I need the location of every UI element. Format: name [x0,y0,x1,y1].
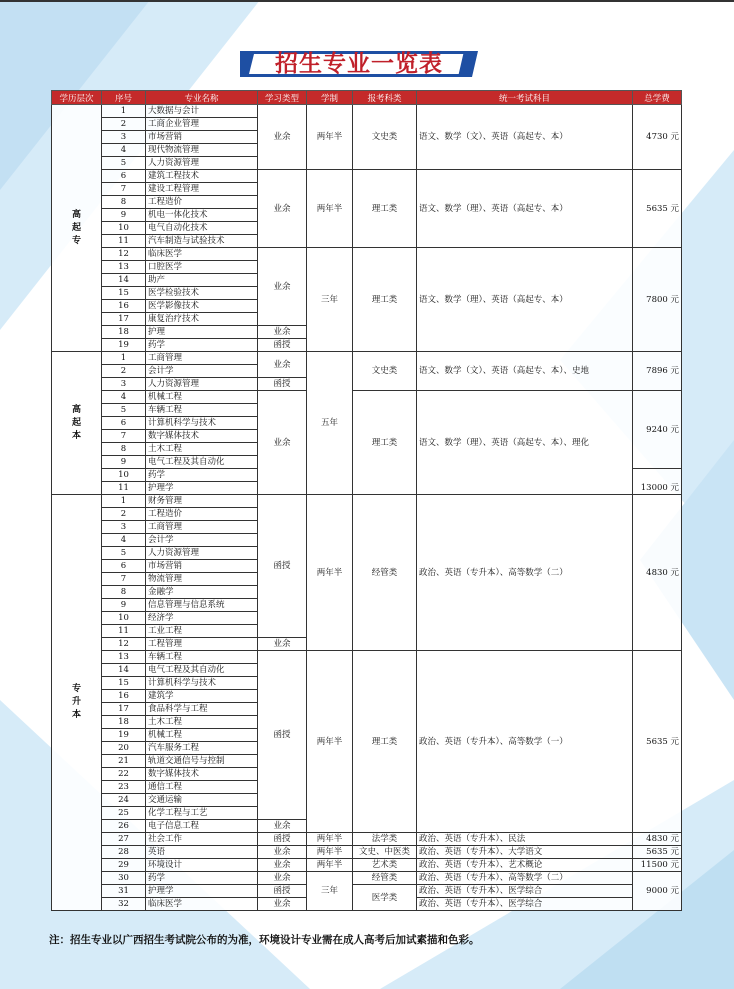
exam-subjects: 语文、数学（文）、英语（高起专、本）、史地 [417,352,633,391]
major-name: 医学检验技术 [146,287,258,300]
study-type: 函授 [258,378,307,391]
study-type: 业余 [258,105,307,170]
row-number: 6 [102,560,146,573]
study-type: 业余 [258,170,307,248]
exam-subjects: 语文、数学（理）、英语（高起专、本）、理化 [417,391,633,495]
exam-category: 经管类 [353,872,417,885]
row-number: 31 [102,885,146,898]
row-number: 16 [102,300,146,313]
major-name: 汽车制造与试验技术 [146,235,258,248]
row-number: 16 [102,690,146,703]
table-header-row [52,91,682,105]
row-number: 9 [102,209,146,222]
duration: 两年半 [307,846,353,859]
major-name: 金融学 [146,586,258,599]
row-number: 29 [102,859,146,872]
exam-category: 理工类 [353,651,417,833]
exam-category: 文史类 [353,352,417,391]
level-cell [52,495,102,911]
major-name: 数字媒体技术 [146,430,258,443]
table-row [52,170,682,183]
major-name: 护理学 [146,885,258,898]
major-name: 药学 [146,339,258,352]
exam-category: 艺术类 [353,859,417,872]
major-name: 人力资源管理 [146,378,258,391]
major-name: 物流管理 [146,573,258,586]
level-label: 高起本 [71,404,81,441]
major-name: 临床医学 [146,898,258,911]
row-number: 27 [102,833,146,846]
row-number: 3 [102,378,146,391]
tuition-fee: 11500 元 [633,859,682,872]
major-name: 电子信息工程 [146,820,258,833]
row-number: 3 [102,131,146,144]
row-number: 7 [102,573,146,586]
major-name: 工程造价 [146,508,258,521]
row-number: 1 [102,352,146,365]
duration: 三年 [307,248,353,352]
row-number: 14 [102,664,146,677]
row-number: 18 [102,716,146,729]
major-name: 市场营销 [146,560,258,573]
duration: 两年半 [307,651,353,833]
major-name: 信息管理与信息系统 [146,599,258,612]
row-number: 11 [102,482,146,495]
major-name: 工商管理 [146,352,258,365]
row-number: 6 [102,170,146,183]
header-study-type: 学习类型 [258,91,307,105]
major-name: 人力资源管理 [146,157,258,170]
study-type: 业余 [258,638,307,651]
table-row [52,872,682,885]
row-number: 24 [102,794,146,807]
major-name: 工程管理 [146,638,258,651]
row-number: 8 [102,196,146,209]
duration: 两年半 [307,859,353,872]
major-name: 电气工程及其自动化 [146,456,258,469]
major-name: 机械工程 [146,391,258,404]
study-type: 业余 [258,352,307,378]
row-number: 26 [102,820,146,833]
tuition-fee: 5635 元 [633,846,682,859]
row-number: 13 [102,261,146,274]
major-name: 电气工程及其自动化 [146,664,258,677]
row-number: 23 [102,781,146,794]
exam-subjects: 语文、数学（文）、英语（高起专、本） [417,105,633,170]
study-type: 函授 [258,833,307,846]
row-number: 17 [102,703,146,716]
row-number: 12 [102,638,146,651]
major-name: 轨道交通信号与控制 [146,755,258,768]
row-number: 2 [102,508,146,521]
row-number: 30 [102,872,146,885]
row-number: 25 [102,807,146,820]
exam-category: 文史、中医类 [353,846,417,859]
row-number: 2 [102,118,146,131]
major-name: 医学影像技术 [146,300,258,313]
row-number: 28 [102,846,146,859]
major-name: 口腔医学 [146,261,258,274]
major-name: 社会工作 [146,833,258,846]
row-number: 6 [102,417,146,430]
exam-category: 理工类 [353,248,417,352]
row-number: 18 [102,326,146,339]
major-name: 数字媒体技术 [146,768,258,781]
major-name: 化学工程与工艺 [146,807,258,820]
exam-subjects: 政治、英语（专升本）、大学语文 [417,846,633,859]
footnote: 注：招生专业以广西招生考试院公布的为准，环境设计专业需在成人高考后加试素描和色彩。 [49,934,480,946]
row-number: 22 [102,768,146,781]
header-major: 专业名称 [146,91,258,105]
exam-subjects: 政治、英语（专升本）、医学综合 [417,885,633,898]
table-row [52,352,682,365]
header-subjects: 统一考试科目 [417,91,633,105]
row-number: 15 [102,287,146,300]
level-label: 高起专 [71,209,81,246]
exam-subjects: 语文、数学（理）、英语（高起专、本） [417,170,633,248]
major-name: 市场营销 [146,131,258,144]
major-name: 临床医学 [146,248,258,261]
study-type: 函授 [258,651,307,820]
tuition-fee: 7800 元 [633,248,682,352]
table-row [52,833,682,846]
level-cell [52,105,102,352]
major-name: 工程造价 [146,196,258,209]
duration: 两年半 [307,105,353,170]
row-number: 4 [102,391,146,404]
exam-subjects: 政治、英语（专升本）、艺术概论 [417,859,633,872]
exam-category: 理工类 [353,170,417,248]
row-number: 19 [102,729,146,742]
row-number: 8 [102,586,146,599]
exam-category: 经管类 [353,495,417,651]
major-name: 药学 [146,872,258,885]
table-row [52,391,682,404]
tuition-fee: 5635 元 [633,170,682,248]
row-number: 9 [102,456,146,469]
exam-category: 医学类 [353,885,417,911]
major-name: 工商企业管理 [146,118,258,131]
major-name: 车辆工程 [146,404,258,417]
tuition-fee: 9000 元 [633,872,682,911]
major-name: 工业工程 [146,625,258,638]
major-name: 机械工程 [146,729,258,742]
major-name: 土木工程 [146,443,258,456]
row-number: 8 [102,443,146,456]
exam-subjects: 政治、英语（专升本）、医学综合 [417,898,633,911]
row-number: 20 [102,742,146,755]
exam-category: 法学类 [353,833,417,846]
row-number: 21 [102,755,146,768]
major-name: 建筑学 [146,690,258,703]
row-number: 10 [102,222,146,235]
row-number: 3 [102,521,146,534]
exam-subjects: 政治、英语（专升本）、高等数学（二） [417,495,633,651]
tuition-fee: 4730 元 [633,105,682,170]
major-name: 人力资源管理 [146,547,258,560]
major-name: 护理学 [146,482,258,495]
study-type: 业余 [258,846,307,859]
duration: 两年半 [307,170,353,248]
study-type: 业余 [258,898,307,911]
tuition-fee: 4830 元 [633,495,682,651]
exam-subjects: 政治、英语（专升本）、高等数学（二） [417,872,633,885]
tuition-fee: 5635 元 [633,651,682,833]
row-number: 7 [102,183,146,196]
major-name: 会计学 [146,365,258,378]
row-number: 19 [102,339,146,352]
row-number: 1 [102,495,146,508]
exam-category: 理工类 [353,391,417,495]
major-name: 现代物流管理 [146,144,258,157]
study-type: 函授 [258,885,307,898]
major-name: 英语 [146,846,258,859]
duration: 五年 [307,352,353,495]
row-number: 32 [102,898,146,911]
major-name: 药学 [146,469,258,482]
level-label: 专升本 [71,684,81,720]
table-row [52,248,682,261]
tuition-fee: 9240 元 [633,391,682,469]
major-name: 助产 [146,274,258,287]
study-type: 业余 [258,820,307,833]
duration: 三年 [307,872,353,911]
row-number: 4 [102,144,146,157]
major-name: 工商管理 [146,521,258,534]
major-name: 建筑工程技术 [146,170,258,183]
row-number: 5 [102,157,146,170]
table-row [52,651,682,664]
major-name: 康复治疗技术 [146,313,258,326]
header-number: 序号 [102,91,146,105]
study-type: 业余 [258,872,307,885]
row-number: 2 [102,365,146,378]
row-number: 10 [102,469,146,482]
major-name: 食品科学与工程 [146,703,258,716]
tuition-fee: 4830 元 [633,833,682,846]
row-number: 4 [102,534,146,547]
major-name: 通信工程 [146,781,258,794]
header-duration: 学制 [307,91,353,105]
row-number: 9 [102,599,146,612]
major-name: 土木工程 [146,716,258,729]
major-name: 汽车服务工程 [146,742,258,755]
major-name: 交通运输 [146,794,258,807]
exam-category: 文史类 [353,105,417,170]
major-name: 会计学 [146,534,258,547]
major-name: 环境设计 [146,859,258,872]
header-fee: 总学费 [633,91,682,105]
header-level: 学历层次 [52,91,102,105]
title-banner [240,47,478,81]
major-name: 计算机科学与技术 [146,417,258,430]
study-type: 业余 [258,248,307,326]
header-category: 报考科类 [353,91,417,105]
row-number: 5 [102,404,146,417]
duration: 两年半 [307,495,353,651]
row-number: 17 [102,313,146,326]
study-type: 业余 [258,391,307,495]
major-name: 电气自动化技术 [146,222,258,235]
table-row [52,105,682,118]
study-type: 函授 [258,495,307,638]
table-row [52,859,682,872]
major-name: 护理 [146,326,258,339]
exam-subjects: 政治、英语（专升本）、民法 [417,833,633,846]
row-number: 11 [102,625,146,638]
exam-subjects: 语文、数学（理）、英语（高起专、本） [417,248,633,352]
row-number: 11 [102,235,146,248]
major-name: 大数据与会计 [146,105,258,118]
table-row [52,846,682,859]
study-type: 业余 [258,859,307,872]
row-number: 7 [102,430,146,443]
row-number: 1 [102,105,146,118]
level-cell [52,352,102,495]
major-name: 经济学 [146,612,258,625]
major-name: 机电一体化技术 [146,209,258,222]
table-row [52,885,682,898]
table-row [52,495,682,508]
row-number: 15 [102,677,146,690]
study-type: 函授 [258,339,307,352]
duration: 两年半 [307,833,353,846]
row-number: 14 [102,274,146,287]
tuition-fee: 13000 元 [633,469,682,495]
page-title: 招生专业一览表 [275,51,443,77]
row-number: 5 [102,547,146,560]
enrollment-table [51,90,682,911]
tuition-fee: 7896 元 [633,352,682,391]
major-name: 计算机科学与技术 [146,677,258,690]
row-number: 12 [102,248,146,261]
major-name: 车辆工程 [146,651,258,664]
major-name: 财务管理 [146,495,258,508]
major-name: 建设工程管理 [146,183,258,196]
row-number: 13 [102,651,146,664]
study-type: 业余 [258,326,307,339]
row-number: 10 [102,612,146,625]
exam-subjects: 政治、英语（专升本）、高等数学（一） [417,651,633,833]
